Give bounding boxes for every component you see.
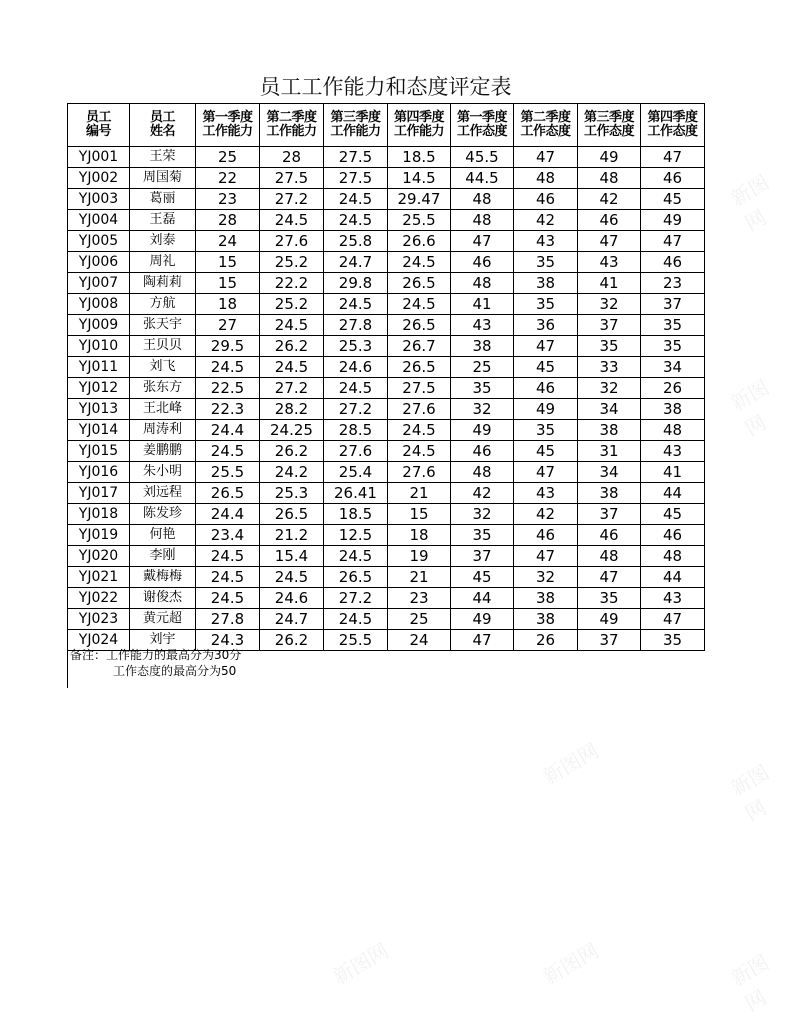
notes-block	[67, 647, 368, 688]
cell-q2-attitude: 38	[514, 273, 578, 294]
cell-q4-ability: 14.5	[388, 168, 451, 189]
table-row	[68, 252, 705, 273]
cell-employee-name: 周礼	[130, 252, 196, 273]
cell-q3-attitude: 31	[578, 441, 641, 462]
cell-q1-attitude: 43	[451, 315, 514, 336]
cell-q1-ability: 22.3	[196, 399, 260, 420]
cell-q4-ability: 26.7	[388, 336, 451, 357]
cell-q3-ability: 24.5	[324, 189, 388, 210]
cell-q3-ability: 29.8	[324, 273, 388, 294]
cell-q3-attitude: 33	[578, 357, 641, 378]
cell-q4-ability: 21	[388, 483, 451, 504]
note-attitude-max: 工作态度的最高分为50	[113, 664, 237, 678]
watermark-text: 新图网	[726, 375, 774, 441]
cell-q3-ability: 27.5	[324, 168, 388, 189]
cell-q1-ability: 15	[196, 273, 260, 294]
cell-employee-id: YJ011	[68, 357, 130, 378]
cell-q2-attitude: 43	[514, 483, 578, 504]
cell-q4-attitude: 35	[641, 315, 705, 336]
cell-q1-attitude: 46	[451, 441, 514, 462]
cell-employee-name: 何艳	[130, 525, 196, 546]
cell-q1-attitude: 48	[451, 273, 514, 294]
cell-q1-attitude: 25	[451, 357, 514, 378]
cell-q1-attitude: 49	[451, 420, 514, 441]
cell-employee-id: YJ004	[68, 210, 130, 231]
cell-q4-attitude: 41	[641, 462, 705, 483]
cell-q1-attitude: 32	[451, 504, 514, 525]
cell-q2-attitude: 46	[514, 189, 578, 210]
cell-q3-attitude: 49	[578, 609, 641, 630]
table-header-row	[68, 104, 705, 147]
cell-q2-ability: 25.3	[260, 483, 324, 504]
cell-q4-ability: 25	[388, 609, 451, 630]
cell-q3-attitude: 37	[578, 504, 641, 525]
cell-q1-ability: 24.5	[196, 588, 260, 609]
cell-q3-ability: 26.5	[324, 567, 388, 588]
table-row	[68, 378, 705, 399]
cell-q3-attitude: 37	[578, 630, 641, 651]
cell-q4-attitude: 35	[641, 336, 705, 357]
cell-q2-attitude: 36	[514, 315, 578, 336]
cell-q2-ability: 24.5	[260, 357, 324, 378]
cell-employee-id: YJ001	[68, 147, 130, 168]
cell-employee-name: 王荣	[130, 147, 196, 168]
cell-q1-ability: 27	[196, 315, 260, 336]
cell-q3-attitude: 46	[578, 210, 641, 231]
table-row	[68, 336, 705, 357]
cell-q4-ability: 19	[388, 546, 451, 567]
cell-q2-ability: 26.2	[260, 441, 324, 462]
cell-q2-attitude: 45	[514, 441, 578, 462]
cell-q1-ability: 22	[196, 168, 260, 189]
cell-q1-attitude: 48	[451, 210, 514, 231]
table-row	[68, 588, 705, 609]
cell-employee-name: 陶莉莉	[130, 273, 196, 294]
cell-q1-attitude: 46	[451, 252, 514, 273]
cell-q1-ability: 22.5	[196, 378, 260, 399]
table-row	[68, 273, 705, 294]
table-row	[68, 546, 705, 567]
cell-q3-ability: 27.2	[324, 588, 388, 609]
cell-q2-attitude: 32	[514, 567, 578, 588]
cell-q4-attitude: 47	[641, 231, 705, 252]
cell-employee-id: YJ023	[68, 609, 130, 630]
cell-q4-attitude: 46	[641, 252, 705, 273]
table-body	[68, 147, 705, 651]
cell-q1-attitude: 45.5	[451, 147, 514, 168]
cell-q2-attitude: 47	[514, 336, 578, 357]
cell-q4-attitude: 26	[641, 378, 705, 399]
cell-q3-ability: 18.5	[324, 504, 388, 525]
cell-q2-ability: 24.6	[260, 588, 324, 609]
cell-q3-attitude: 32	[578, 378, 641, 399]
cell-q1-ability: 24.5	[196, 567, 260, 588]
cell-employee-name: 姜鹏鹏	[130, 441, 196, 462]
cell-employee-id: YJ008	[68, 294, 130, 315]
cell-q3-attitude: 47	[578, 567, 641, 588]
cell-q3-attitude: 46	[578, 525, 641, 546]
cell-employee-id: YJ007	[68, 273, 130, 294]
cell-q4-attitude: 23	[641, 273, 705, 294]
cell-q2-attitude: 35	[514, 252, 578, 273]
cell-q3-ability: 24.5	[324, 378, 388, 399]
cell-q4-attitude: 47	[641, 609, 705, 630]
cell-q2-ability: 24.5	[260, 567, 324, 588]
cell-q1-attitude: 38	[451, 336, 514, 357]
cell-employee-id: YJ010	[68, 336, 130, 357]
cell-q4-attitude: 48	[641, 420, 705, 441]
cell-employee-name: 刘泰	[130, 231, 196, 252]
cell-q4-attitude: 37	[641, 294, 705, 315]
cell-q1-ability: 27.8	[196, 609, 260, 630]
cell-q1-ability: 24.5	[196, 546, 260, 567]
cell-q4-attitude: 45	[641, 189, 705, 210]
cell-employee-id: YJ014	[68, 420, 130, 441]
table-row	[68, 441, 705, 462]
cell-q1-attitude: 45	[451, 567, 514, 588]
cell-q1-ability: 24.4	[196, 420, 260, 441]
cell-q2-ability: 22.2	[260, 273, 324, 294]
cell-employee-id: YJ002	[68, 168, 130, 189]
table-row	[68, 315, 705, 336]
cell-q2-attitude: 42	[514, 210, 578, 231]
cell-employee-id: YJ018	[68, 504, 130, 525]
cell-q4-ability: 24.5	[388, 441, 451, 462]
cell-q3-ability: 24.7	[324, 252, 388, 273]
cell-q2-attitude: 46	[514, 378, 578, 399]
cell-employee-id: YJ003	[68, 189, 130, 210]
page-title: 员工工作能力和态度评定表	[259, 75, 512, 99]
cell-q3-ability: 27.8	[324, 315, 388, 336]
cell-q2-attitude: 26	[514, 630, 578, 651]
header-q1-ability: 第一季度 工作能力	[196, 104, 260, 147]
cell-employee-name: 周国菊	[130, 168, 196, 189]
cell-employee-id: YJ005	[68, 231, 130, 252]
cell-q2-ability: 24.2	[260, 462, 324, 483]
cell-q2-ability: 27.5	[260, 168, 324, 189]
cell-q3-attitude: 49	[578, 147, 641, 168]
table-row	[68, 462, 705, 483]
cell-q3-ability: 24.5	[324, 546, 388, 567]
cell-q1-attitude: 32	[451, 399, 514, 420]
table-row	[68, 483, 705, 504]
cell-q3-attitude: 32	[578, 294, 641, 315]
cell-q4-attitude: 35	[641, 630, 705, 651]
cell-q4-attitude: 45	[641, 504, 705, 525]
cell-employee-name: 葛丽	[130, 189, 196, 210]
cell-q3-ability: 26.41	[324, 483, 388, 504]
cell-q2-attitude: 38	[514, 588, 578, 609]
cell-q3-attitude: 38	[578, 483, 641, 504]
cell-q3-ability: 24.5	[324, 210, 388, 231]
cell-q1-attitude: 49	[451, 609, 514, 630]
cell-employee-name: 黄元超	[130, 609, 196, 630]
cell-q3-ability: 24.5	[324, 294, 388, 315]
header-q2-ability: 第二季度 工作能力	[260, 104, 324, 147]
cell-q1-ability: 24	[196, 231, 260, 252]
cell-q4-ability: 21	[388, 567, 451, 588]
table-row	[68, 294, 705, 315]
cell-q2-attitude: 47	[514, 546, 578, 567]
header-employee-name: 员工 姓名	[130, 104, 196, 147]
cell-q3-attitude: 34	[578, 399, 641, 420]
cell-q3-attitude: 37	[578, 315, 641, 336]
cell-q4-ability: 18.5	[388, 147, 451, 168]
table-row	[68, 189, 705, 210]
watermark-text: 新图网	[538, 738, 603, 790]
header-q3-attitude: 第三季度 工作态度	[578, 104, 641, 147]
cell-q3-attitude: 34	[578, 462, 641, 483]
cell-q2-attitude: 45	[514, 357, 578, 378]
cell-q2-ability: 27.2	[260, 189, 324, 210]
cell-employee-name: 张东方	[130, 378, 196, 399]
cell-q4-attitude: 34	[641, 357, 705, 378]
cell-q3-attitude: 47	[578, 231, 641, 252]
cell-q1-ability: 26.5	[196, 483, 260, 504]
cell-q3-attitude: 35	[578, 336, 641, 357]
table-row	[68, 420, 705, 441]
header-employee-id: 员工 编号	[68, 104, 130, 147]
cell-q2-ability: 24.5	[260, 315, 324, 336]
cell-employee-name: 王贝贝	[130, 336, 196, 357]
cell-q1-ability: 24.3	[196, 630, 260, 651]
cell-q4-ability: 24.5	[388, 252, 451, 273]
cell-q1-attitude: 44.5	[451, 168, 514, 189]
cell-q1-ability: 25	[196, 147, 260, 168]
cell-q3-ability: 27.2	[324, 399, 388, 420]
cell-q1-attitude: 41	[451, 294, 514, 315]
cell-q1-ability: 28	[196, 210, 260, 231]
cell-q1-ability: 23.4	[196, 525, 260, 546]
cell-q2-attitude: 42	[514, 504, 578, 525]
cell-q2-ability: 25.2	[260, 294, 324, 315]
cell-q1-attitude: 37	[451, 546, 514, 567]
cell-q4-ability: 25.5	[388, 210, 451, 231]
cell-q4-attitude: 44	[641, 567, 705, 588]
table-row	[68, 525, 705, 546]
cell-q3-attitude: 43	[578, 252, 641, 273]
cell-q3-ability: 27.5	[324, 147, 388, 168]
cell-q3-attitude: 48	[578, 546, 641, 567]
cell-q2-attitude: 38	[514, 609, 578, 630]
cell-q4-ability: 23	[388, 588, 451, 609]
cell-q4-attitude: 46	[641, 525, 705, 546]
cell-employee-name: 刘飞	[130, 357, 196, 378]
cell-q3-ability: 12.5	[324, 525, 388, 546]
cell-q3-attitude: 38	[578, 420, 641, 441]
watermark-text: 新图网	[328, 938, 393, 990]
cell-q3-ability: 25.4	[324, 462, 388, 483]
cell-q4-ability: 18	[388, 525, 451, 546]
cell-q2-attitude: 35	[514, 294, 578, 315]
cell-employee-id: YJ020	[68, 546, 130, 567]
cell-q3-ability: 25.3	[324, 336, 388, 357]
cell-employee-id: YJ006	[68, 252, 130, 273]
cell-q4-attitude: 38	[641, 399, 705, 420]
cell-q1-attitude: 48	[451, 189, 514, 210]
cell-q3-attitude: 35	[578, 588, 641, 609]
table-row	[68, 399, 705, 420]
cell-q3-ability: 25.8	[324, 231, 388, 252]
cell-q1-ability: 15	[196, 252, 260, 273]
cell-q2-ability: 15.4	[260, 546, 324, 567]
cell-q1-attitude: 35	[451, 525, 514, 546]
cell-q3-ability: 24.6	[324, 357, 388, 378]
cell-q4-attitude: 48	[641, 546, 705, 567]
watermark-text: 新图网	[538, 938, 603, 990]
table-row	[68, 168, 705, 189]
cell-q3-ability: 24.5	[324, 609, 388, 630]
cell-q1-ability: 24.5	[196, 441, 260, 462]
cell-employee-name: 刘远程	[130, 483, 196, 504]
cell-q2-attitude: 47	[514, 147, 578, 168]
header-q4-ability: 第四季度 工作能力	[388, 104, 451, 147]
cell-q4-ability: 27.6	[388, 462, 451, 483]
cell-q1-ability: 25.5	[196, 462, 260, 483]
cell-q1-attitude: 47	[451, 630, 514, 651]
table-row	[68, 609, 705, 630]
table-row	[68, 147, 705, 168]
table-row	[68, 357, 705, 378]
cell-employee-name: 谢俊杰	[130, 588, 196, 609]
table-row	[68, 210, 705, 231]
cell-employee-name: 方航	[130, 294, 196, 315]
cell-q4-attitude: 43	[641, 441, 705, 462]
cell-q2-ability: 24.5	[260, 210, 324, 231]
cell-q2-ability: 26.5	[260, 504, 324, 525]
cell-q1-ability: 24.4	[196, 504, 260, 525]
cell-employee-name: 王北峰	[130, 399, 196, 420]
cell-q4-ability: 24.5	[388, 294, 451, 315]
cell-q4-ability: 24.5	[388, 420, 451, 441]
cell-q1-ability: 29.5	[196, 336, 260, 357]
table-row	[68, 567, 705, 588]
cell-employee-id: YJ013	[68, 399, 130, 420]
watermark-text: 新图网	[726, 170, 774, 236]
cell-q3-ability: 28.5	[324, 420, 388, 441]
cell-q4-ability: 26.5	[388, 315, 451, 336]
cell-q2-attitude: 46	[514, 525, 578, 546]
cell-q2-attitude: 47	[514, 462, 578, 483]
cell-q2-attitude: 49	[514, 399, 578, 420]
header-q3-ability: 第三季度 工作能力	[324, 104, 388, 147]
cell-q2-ability: 28	[260, 147, 324, 168]
note-ability-max: 备注：工作能力的最高分为30分	[70, 648, 242, 662]
cell-q2-ability: 24.7	[260, 609, 324, 630]
cell-q3-ability: 25.5	[324, 630, 388, 651]
cell-q4-attitude: 44	[641, 483, 705, 504]
cell-q4-attitude: 47	[641, 147, 705, 168]
cell-q4-ability: 27.6	[388, 399, 451, 420]
cell-q4-ability: 15	[388, 504, 451, 525]
header-q1-attitude: 第一季度 工作态度	[451, 104, 514, 147]
cell-employee-name: 陈发珍	[130, 504, 196, 525]
cell-q3-attitude: 48	[578, 168, 641, 189]
cell-q2-ability: 26.2	[260, 630, 324, 651]
cell-q1-attitude: 47	[451, 231, 514, 252]
watermark-text: 新图网	[726, 760, 774, 826]
cell-employee-name: 刘宇	[130, 630, 196, 651]
cell-q2-ability: 28.2	[260, 399, 324, 420]
cell-employee-id: YJ012	[68, 378, 130, 399]
cell-employee-name: 李刚	[130, 546, 196, 567]
cell-employee-id: YJ009	[68, 315, 130, 336]
cell-q4-attitude: 43	[641, 588, 705, 609]
cell-q1-ability: 24.5	[196, 357, 260, 378]
cell-q4-ability: 26.5	[388, 357, 451, 378]
cell-employee-id: YJ019	[68, 525, 130, 546]
cell-employee-name: 张天宇	[130, 315, 196, 336]
cell-q4-ability: 29.47	[388, 189, 451, 210]
header-q2-attitude: 第二季度 工作态度	[514, 104, 578, 147]
cell-employee-name: 周涛利	[130, 420, 196, 441]
cell-q4-ability: 26.6	[388, 231, 451, 252]
cell-q4-ability: 27.5	[388, 378, 451, 399]
table-row	[68, 504, 705, 525]
cell-q2-ability: 26.2	[260, 336, 324, 357]
cell-q1-attitude: 35	[451, 378, 514, 399]
cell-employee-id: YJ017	[68, 483, 130, 504]
cell-q1-attitude: 48	[451, 462, 514, 483]
cell-employee-name: 朱小明	[130, 462, 196, 483]
cell-employee-name: 王磊	[130, 210, 196, 231]
cell-q1-ability: 23	[196, 189, 260, 210]
cell-employee-name: 戴梅梅	[130, 567, 196, 588]
cell-q4-attitude: 46	[641, 168, 705, 189]
cell-q2-attitude: 48	[514, 168, 578, 189]
cell-q2-ability: 27.6	[260, 231, 324, 252]
watermark-text: 新图网	[726, 950, 774, 1016]
evaluation-table	[67, 103, 705, 651]
header-q4-attitude: 第四季度 工作态度	[641, 104, 705, 147]
cell-employee-id: YJ016	[68, 462, 130, 483]
cell-q3-attitude: 42	[578, 189, 641, 210]
cell-employee-id: YJ022	[68, 588, 130, 609]
cell-q4-ability: 26.5	[388, 273, 451, 294]
table-row	[68, 231, 705, 252]
cell-q2-attitude: 35	[514, 420, 578, 441]
cell-employee-id: YJ021	[68, 567, 130, 588]
cell-q1-attitude: 44	[451, 588, 514, 609]
cell-q1-attitude: 42	[451, 483, 514, 504]
cell-q2-ability: 24.25	[260, 420, 324, 441]
cell-q4-ability: 24	[388, 630, 451, 651]
cell-q2-ability: 27.2	[260, 378, 324, 399]
cell-q2-attitude: 43	[514, 231, 578, 252]
cell-q3-attitude: 41	[578, 273, 641, 294]
cell-q2-ability: 21.2	[260, 525, 324, 546]
cell-q3-ability: 27.6	[324, 441, 388, 462]
cell-employee-id: YJ015	[68, 441, 130, 462]
cell-q4-attitude: 49	[641, 210, 705, 231]
cell-employee-id: YJ024	[68, 630, 130, 651]
cell-q1-ability: 18	[196, 294, 260, 315]
cell-q2-ability: 25.2	[260, 252, 324, 273]
